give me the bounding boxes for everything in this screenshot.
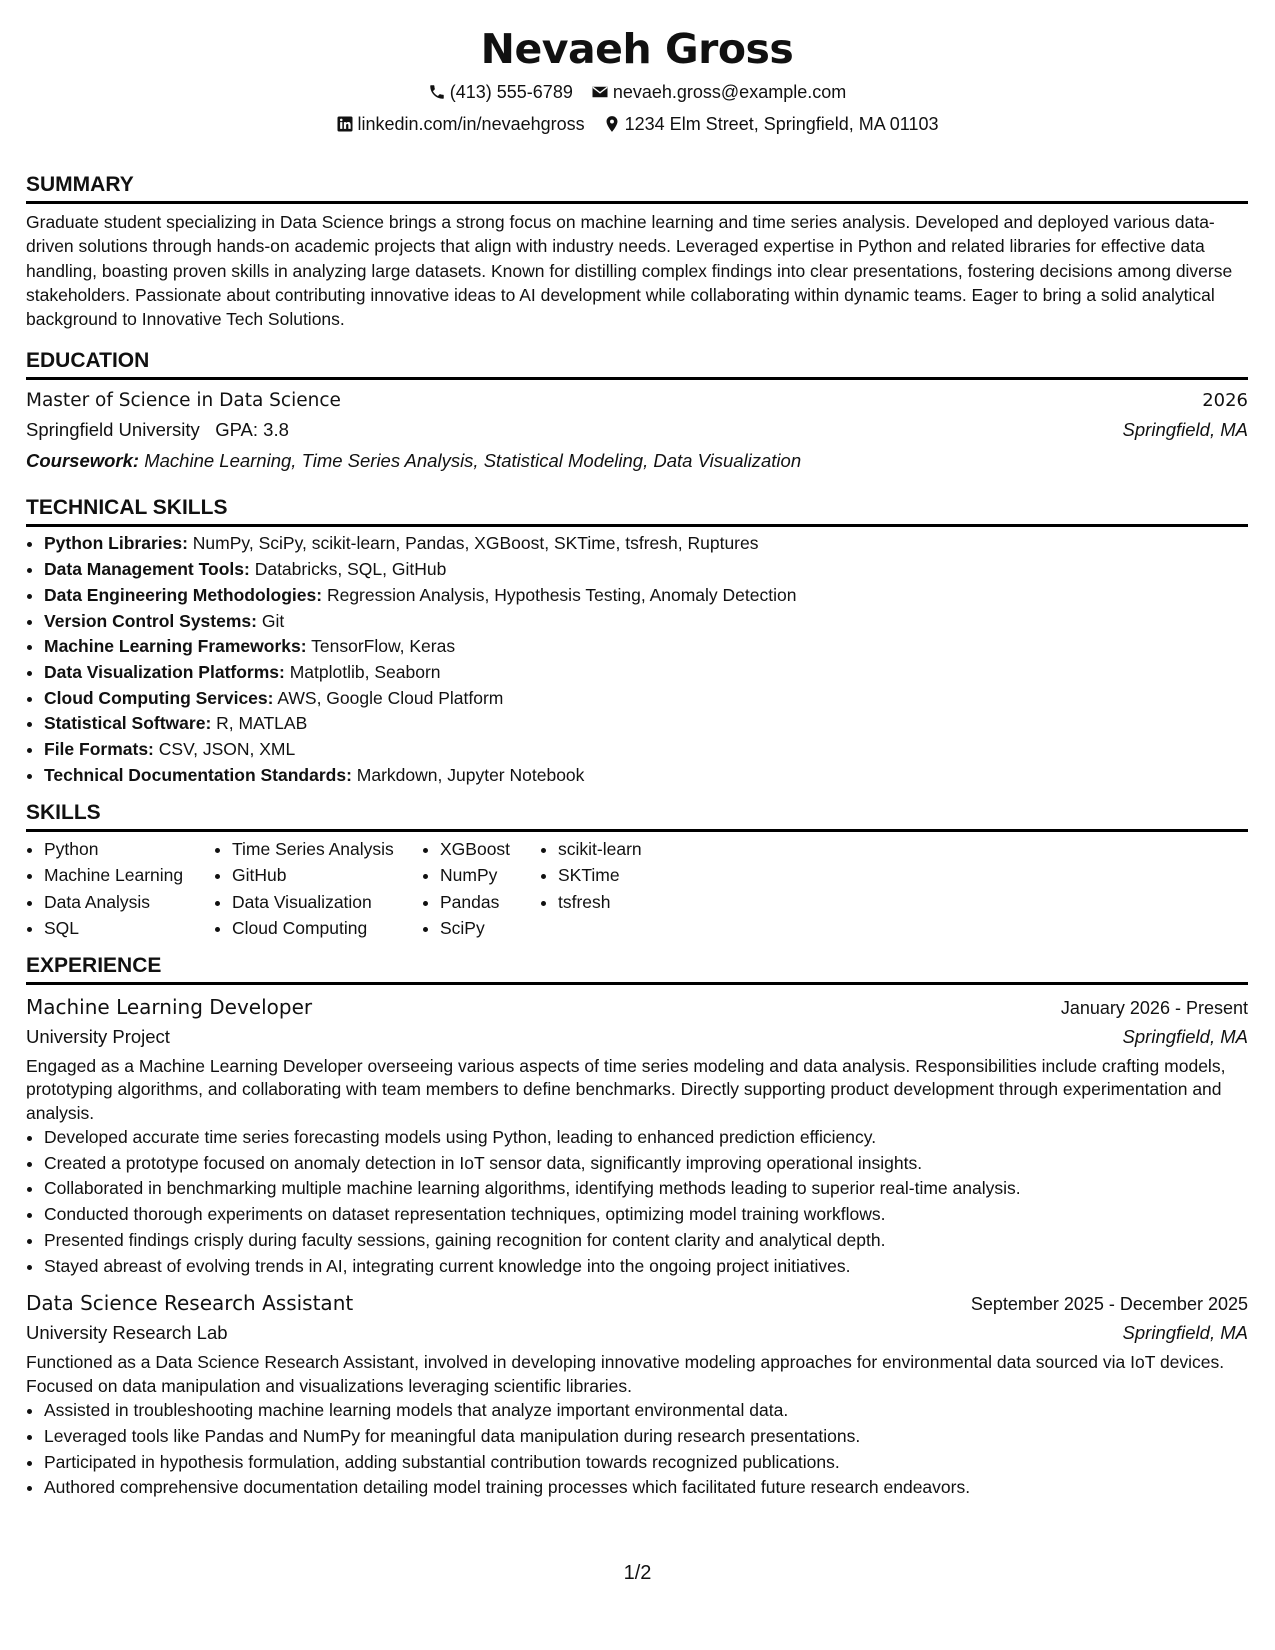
skill-category-value: AWS, Google Cloud Platform: [277, 687, 504, 708]
phone-contact[interactable]: [428, 78, 573, 106]
gpa: GPA: 3.8: [215, 419, 289, 441]
job-location: Springfield, MA: [1122, 1322, 1248, 1344]
summary-heading: SUMMARY: [26, 171, 1248, 204]
job-title: Data Science Research Assistant: [26, 1291, 354, 1316]
skill-category-label: Data Management Tools:: [44, 559, 250, 580]
skill-category-label: Technical Documentation Standards:: [44, 764, 352, 785]
address-text: 1234 Elm Street, Springfield, MA 01103: [624, 114, 939, 134]
list-item: • Machine Learning: [44, 862, 214, 889]
skills-column-2: [214, 836, 422, 942]
coursework-list: Machine Learning, Time Series Analysis, Statistical Modeling, Data Visualization: [144, 450, 802, 472]
experience-entry-2: [26, 1287, 1248, 1501]
education-school-row: [26, 416, 1248, 444]
education-degree-row: [26, 386, 1248, 416]
list-item: [44, 660, 1248, 686]
job-description: Engaged as a Machine Learning Developer overseeing various aspects of time series modeling and data analysis. Responsibilities include crafting models, prototyping algorithms, and collaborating with team members to define benchmarks. Directly supporting product development through experimentation and analysis.: [26, 1055, 1226, 1123]
linkedin-icon: [336, 115, 354, 133]
technical-skills-list: [26, 531, 1248, 788]
list-item: [44, 686, 1248, 712]
skill-category-value: R, MATLAB: [216, 713, 308, 734]
list-item: • GitHub: [232, 862, 422, 889]
skill-category-value: NumPy, SciPy, scikit-learn, Pandas, XGBoost, SKTime, tsfresh, Ruptures: [192, 533, 759, 554]
school-location: Springfield, MA: [1122, 419, 1248, 441]
list-item: [44, 711, 1248, 737]
coursework-line: [26, 446, 1248, 476]
job-org-row: [26, 1319, 1248, 1347]
coursework-label: Coursework:: [26, 450, 140, 472]
email-contact[interactable]: [591, 78, 846, 106]
job-description: Functioned as a Data Science Research Assistant, involved in developing innovative modeling approaches for environmental data sourced via IoT devices. Focused on data manipulation and visualizations leveraging scientific libraries.: [26, 1352, 1225, 1396]
list-item: • Data Visualization: [232, 889, 422, 916]
list-item: • SciPy: [440, 915, 540, 942]
job-title-row: [26, 991, 1248, 1023]
skills-column-4: [540, 836, 708, 942]
phone-number: (413) 555-6789: [449, 82, 573, 102]
skills-heading: SKILLS: [26, 799, 1248, 832]
skill-category-label: Data Visualization Platforms:: [44, 662, 285, 682]
skill-category-label: Machine Learning Frameworks:: [44, 636, 307, 657]
technical-skills-heading: TECHNICAL SKILLS: [26, 494, 1248, 527]
list-item: [44, 763, 1248, 789]
skill-category-value: Regression Analysis, Hypothesis Testing, Anomaly Detection: [326, 584, 797, 605]
skill-category-value: Markdown, Jupyter Notebook: [356, 764, 585, 785]
skill-category-label: Version Control Systems:: [44, 610, 257, 631]
page-number: 1/2: [623, 1562, 652, 1584]
list-item: • Cloud Computing: [232, 915, 422, 942]
resume-page: [26, 0, 1248, 1501]
skills-column-3: [422, 836, 540, 942]
skill-category-label: Data Engineering Methodologies:: [44, 584, 323, 605]
summary-text: Graduate student specializing in Data Science brings a strong focus on machine learning and time series analysis. Developed and deployed various data-driven solutions through hands-on academic projects that align with industry needs. Leveraged expertise in Python and related libraries for effective data handling, boasting proven skills in analyzing large datasets. Known for distilling complex findings into clear presentations, fostering decisions among diverse stakeholders. Passionate about contributing innovative ideas to AI development while collaborating within dynamic teams. Eager to bring a solid analytical background to Innovative Tech Solutions.: [26, 212, 1233, 330]
job-title: Machine Learning Developer: [26, 994, 313, 1019]
skill-category-label: File Formats:: [44, 739, 154, 760]
job-bullets: [26, 1125, 1248, 1279]
skills-grid: [26, 836, 1248, 942]
skill-category-value: Git: [261, 610, 285, 631]
list-item: • scikit-learn: [558, 836, 708, 863]
list-item: • Created a prototype focused on anomaly detection in IoT sensor data, significantly improving operational insights.: [44, 1151, 1248, 1177]
school-name: Springfield University: [26, 419, 200, 441]
candidate-name: Nevaeh Gross: [480, 25, 794, 73]
map-pin-icon: [603, 115, 621, 133]
skill-category-label: Python Libraries:: [44, 533, 188, 554]
job-dates: September 2025 - December 2025: [970, 1294, 1248, 1315]
list-item: • XGBoost: [440, 836, 540, 863]
list-item: • tsfresh: [558, 889, 708, 916]
address-contact: [603, 110, 939, 138]
list-item: [44, 557, 1248, 583]
list-item: • Developed accurate time series forecasting models using Python, leading to enhanced prediction efficiency.: [44, 1125, 1248, 1151]
skill-category-value: TensorFlow, Keras: [311, 636, 456, 657]
job-organization: University Project: [26, 1025, 170, 1047]
linkedin-url: linkedin.com/in/nevaehgross: [357, 114, 585, 134]
list-item: [44, 634, 1248, 660]
experience-entry-1: [26, 991, 1248, 1280]
skill-category-value: Databricks, SQL, GitHub: [254, 559, 447, 580]
skill-category-label: Cloud Computing Services:: [44, 687, 274, 708]
envelope-icon: [591, 83, 609, 101]
education-heading: EDUCATION: [26, 347, 1248, 380]
list-item: • Python: [44, 836, 214, 863]
list-item: [44, 737, 1248, 763]
skill-category-value: Matplotlib, Seaborn: [289, 662, 441, 682]
list-item: • Time Series Analysis: [232, 836, 422, 863]
list-item: • Presented findings crisply during faculty sessions, gaining recognition for content clarity and analytical depth.: [44, 1228, 1248, 1254]
list-item: • Stayed abreast of evolving trends in AI, integrating current knowledge into the ongoing project initiatives.: [44, 1254, 1248, 1280]
degree-title: Master of Science in Data Science: [26, 390, 341, 412]
linkedin-contact[interactable]: [336, 110, 585, 138]
list-item: • Assisted in troubleshooting machine learning models that analyze important environmental data.: [44, 1398, 1248, 1424]
job-dates: January 2026 - Present: [1060, 997, 1248, 1018]
skill-category-value: CSV, JSON, XML: [158, 739, 296, 760]
email-address: nevaeh.gross@example.com: [612, 82, 847, 102]
list-item: • Pandas: [440, 889, 540, 916]
list-item: [44, 609, 1248, 635]
job-location: Springfield, MA: [1122, 1025, 1248, 1047]
job-org-row: [26, 1023, 1248, 1051]
list-item: • Leveraged tools like Pandas and NumPy for meaningful data manipulation during research presentations.: [44, 1424, 1248, 1450]
graduation-year: 2026: [1202, 390, 1248, 412]
list-item: • Data Analysis: [44, 889, 214, 916]
list-item: • NumPy: [440, 862, 540, 889]
list-item: [44, 531, 1248, 557]
job-title-row: [26, 1287, 1248, 1319]
list-item: [44, 583, 1248, 609]
skill-category-label: Statistical Software:: [44, 713, 212, 734]
job-organization: University Research Lab: [26, 1322, 228, 1344]
list-item: • Collaborated in benchmarking multiple machine learning algorithms, identifying methods leading to superior real-time analysis.: [44, 1176, 1248, 1202]
list-item: • SQL: [44, 915, 214, 942]
list-item: • Participated in hypothesis formulation, adding substantial contribution towards recognized publications.: [44, 1450, 1248, 1476]
list-item: • Authored comprehensive documentation detailing model training processes which facilitated future research endeavors.: [44, 1475, 1248, 1501]
list-item: • Conducted thorough experiments on dataset representation techniques, optimizing model training workflows.: [44, 1202, 1248, 1228]
list-item: • SKTime: [558, 862, 708, 889]
contact-row-2: [26, 110, 1248, 138]
job-bullets: [26, 1398, 1248, 1501]
skills-column-1: [26, 836, 214, 942]
contact-row-1: [26, 78, 1248, 106]
phone-icon: [428, 83, 446, 101]
experience-heading: EXPERIENCE: [26, 952, 1248, 985]
